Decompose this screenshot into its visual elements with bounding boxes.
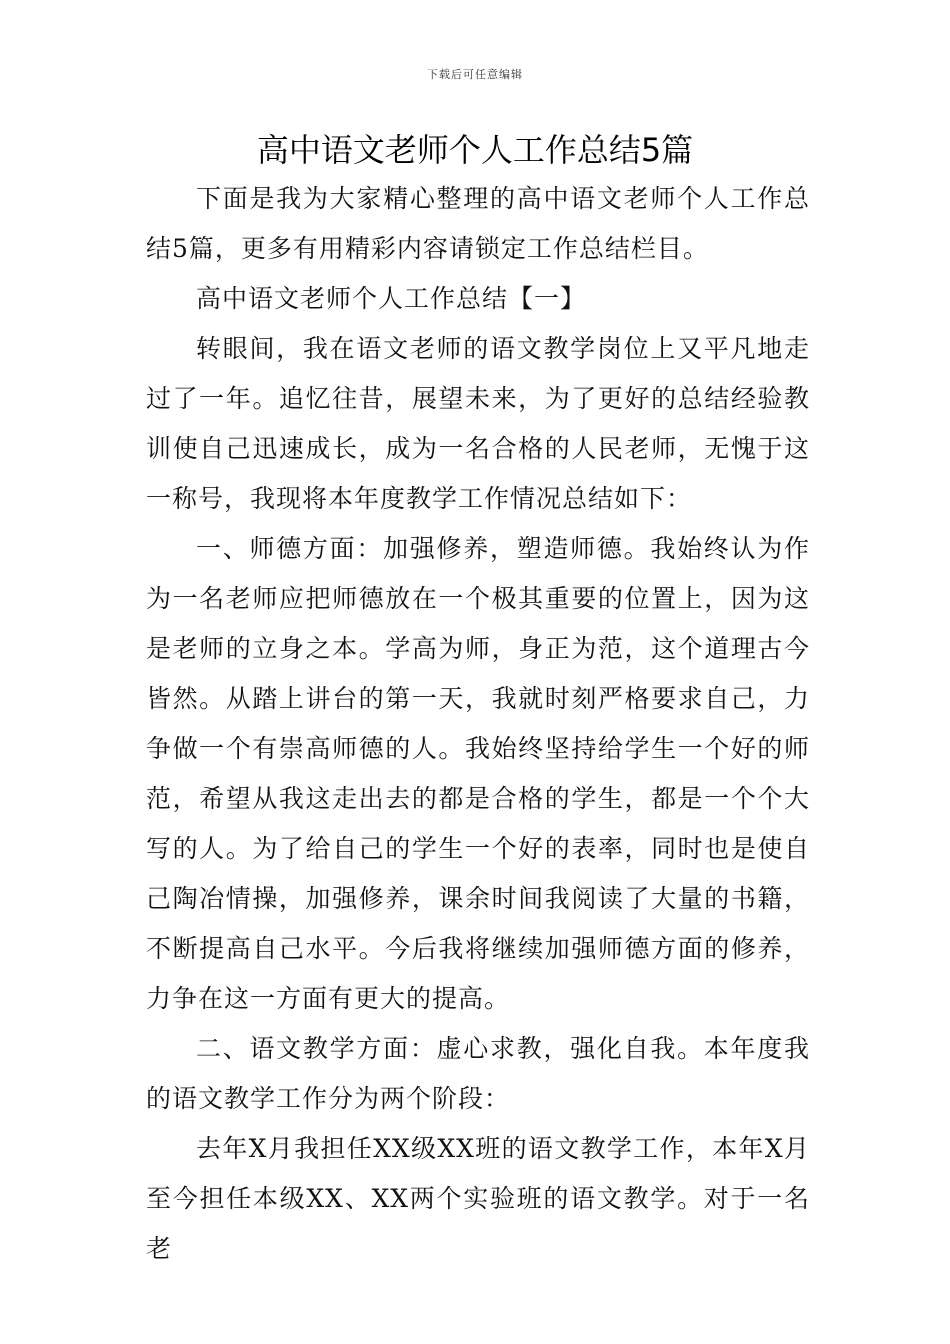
body-paragraph: 二、语文教学方面：虚心求教，强化自我。本年度我的语文教学工作分为两个阶段： [146, 1034, 810, 1113]
header-note: 下载后可任意编辑 [427, 68, 523, 81]
section-heading: 高中语文老师个人工作总结【一】 [196, 284, 587, 313]
intro-paragraph: 下面是我为大家精心整理的高中语文老师个人工作总结5篇，更多有用精彩内容请锁定工作总结栏目。 [146, 184, 810, 263]
body-paragraph: 一、师德方面：加强修养，塑造师德。我始终认为作为一名老师应把师德放在一个极其重要的位置上，因为这是老师的立身之本。学高为师，身正为范，这个道理古今皆然。从踏上讲台的第一天，我就时刻严格要求自己，力争做一个有崇高师德的人。我始终坚持给学生一个好的师范，希望从我这走出去的都是合格的学生，都是一个个大写的人。为了给自己的学生一个好的表率，同时也是使自己陶冶情操，加强修养，课余时间我阅读了大量的书籍，不断提高自己水平。今后我将继续加强师德方面的修养，力争在这一方面有更大的提高。 [146, 534, 810, 1013]
body-paragraph: 去年X月我担任XX级XX班的语文教学工作，本年X月至今担任本级XX、XX两个实验班的语文教学。对于一名老 [146, 1134, 810, 1263]
body-paragraph: 转眼间，我在语文老师的语文教学岗位上又平凡地走过了一年。追忆往昔，展望未来，为了更好的总结经验教训使自己迅速成长，成为一名合格的人民老师，无愧于这一称号，我现将本年度教学工作情况总结如下： [146, 334, 810, 513]
document-body [146, 174, 810, 1274]
document-title: 高中语文老师个人工作总结5篇 [256, 131, 694, 169]
